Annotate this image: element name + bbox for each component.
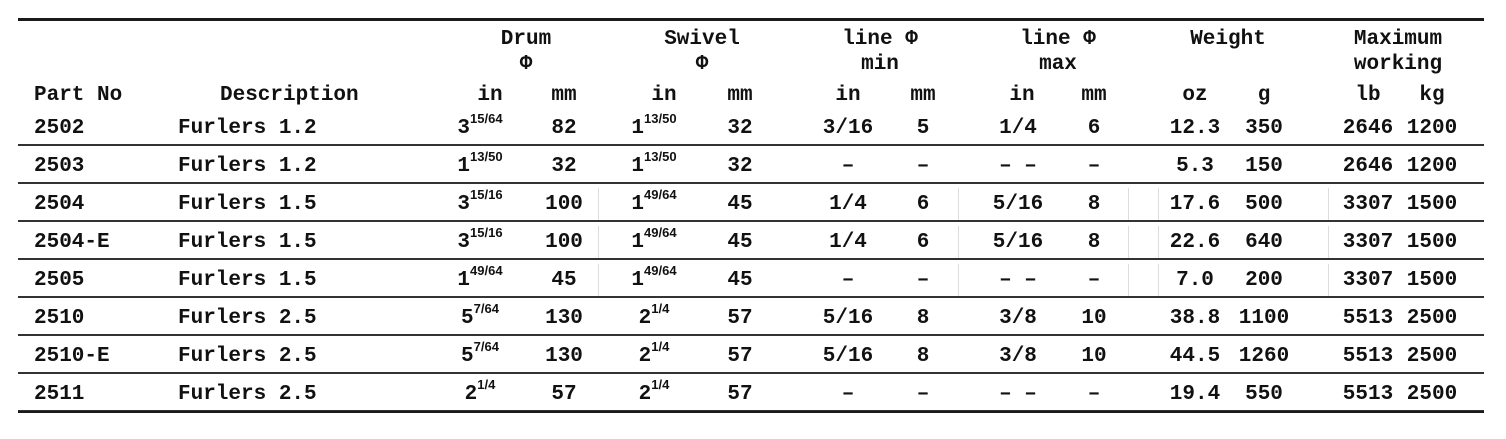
fraction-superscript: 15/16 bbox=[470, 187, 503, 202]
whole-number: 5 bbox=[461, 345, 474, 368]
cell-max-lb: 5513 bbox=[1342, 383, 1394, 406]
cell-swivel-in bbox=[639, 300, 670, 336]
unit-swivel-mm: mm bbox=[727, 84, 753, 107]
cell-swivel-in bbox=[639, 338, 670, 374]
fraction-superscript: 1/4 bbox=[651, 301, 670, 316]
cell-weight-oz: 44.5 bbox=[1169, 345, 1221, 368]
whole-number: 1 bbox=[457, 155, 471, 178]
cell-max-lb: 3307 bbox=[1342, 193, 1394, 216]
table-row bbox=[18, 338, 1484, 374]
header-drum-symbol: Φ bbox=[519, 53, 533, 76]
cell-min-in: 1/4 bbox=[829, 231, 867, 254]
unit-max-mm: mm bbox=[1081, 84, 1107, 107]
whole-number: 3 bbox=[457, 193, 471, 216]
whole-number: 1 bbox=[631, 231, 645, 254]
cell-drum-in bbox=[461, 300, 499, 336]
whole-number: 1 bbox=[631, 193, 645, 216]
cell-swivel-in bbox=[639, 376, 670, 412]
column-separator bbox=[1128, 264, 1129, 296]
cell-drum-in bbox=[457, 186, 502, 222]
header-line-max: line Φ bbox=[1020, 28, 1096, 51]
cell-swivel-mm: 57 bbox=[727, 307, 753, 330]
cell-weight-oz: 22.6 bbox=[1169, 231, 1221, 254]
cell-min-mm: 8 bbox=[916, 345, 930, 368]
cell-min-mm: 5 bbox=[916, 117, 930, 140]
header-part-no: Part No bbox=[34, 84, 123, 107]
cell-min-mm: 6 bbox=[916, 231, 930, 254]
cell-description: Furlers 1.5 bbox=[178, 231, 317, 254]
cell-swivel-in bbox=[631, 110, 676, 146]
unit-swivel-in: in bbox=[651, 84, 677, 107]
header-line-min-label: min bbox=[861, 53, 899, 76]
cell-max-in: 3/8 bbox=[999, 307, 1037, 330]
fraction-superscript: 1/4 bbox=[651, 377, 670, 392]
table-top-rule bbox=[18, 18, 1484, 21]
cell-part-no: 2510 bbox=[34, 307, 85, 330]
row-divider bbox=[18, 296, 1484, 298]
whole-number: 3 bbox=[457, 231, 471, 254]
cell-max-mm: 10 bbox=[1081, 307, 1107, 330]
header-drum: Drum bbox=[500, 28, 552, 51]
cell-max-mm: – bbox=[1087, 269, 1101, 292]
fraction-superscript: 49/64 bbox=[644, 225, 677, 240]
header-weight: Weight bbox=[1190, 28, 1266, 51]
cell-max-mm: 8 bbox=[1087, 193, 1101, 216]
cell-min-mm: 6 bbox=[916, 193, 930, 216]
cell-weight-oz: 19.4 bbox=[1169, 383, 1221, 406]
cell-swivel-mm: 32 bbox=[727, 117, 753, 140]
fraction-superscript: 7/64 bbox=[473, 301, 499, 316]
cell-max-mm: – bbox=[1087, 383, 1101, 406]
cell-min-in: – bbox=[841, 383, 855, 406]
cell-max-kg: 2500 bbox=[1406, 383, 1458, 406]
header-line-max-label: max bbox=[1039, 53, 1077, 76]
whole-number: 2 bbox=[638, 345, 652, 368]
cell-weight-g: 550 bbox=[1245, 383, 1283, 406]
table-row bbox=[18, 186, 1484, 222]
cell-min-mm: 8 bbox=[916, 307, 930, 330]
cell-max-in: – – bbox=[999, 269, 1037, 292]
cell-drum-mm: 100 bbox=[545, 193, 583, 216]
unit-min-mm: mm bbox=[910, 84, 936, 107]
cell-drum-mm: 57 bbox=[551, 383, 577, 406]
cell-weight-g: 640 bbox=[1245, 231, 1283, 254]
cell-description: Furlers 1.5 bbox=[178, 269, 317, 292]
fraction-superscript: 15/64 bbox=[470, 111, 503, 126]
cell-max-mm: 6 bbox=[1087, 117, 1101, 140]
header-description: Description bbox=[220, 84, 359, 107]
header-swivel: Swivel bbox=[664, 28, 740, 51]
whole-number: 1 bbox=[631, 117, 645, 140]
fraction-superscript: 49/64 bbox=[470, 263, 503, 278]
row-divider bbox=[18, 372, 1484, 374]
column-separator bbox=[598, 188, 599, 220]
cell-drum-mm: 45 bbox=[551, 269, 577, 292]
fraction-superscript: 13/50 bbox=[644, 149, 677, 164]
cell-weight-oz: 38.8 bbox=[1169, 307, 1221, 330]
cell-max-lb: 2646 bbox=[1342, 155, 1394, 178]
row-divider bbox=[18, 144, 1484, 146]
whole-number: 1 bbox=[457, 269, 471, 292]
cell-drum-mm: 130 bbox=[545, 345, 583, 368]
cell-max-lb: 3307 bbox=[1342, 269, 1394, 292]
row-divider bbox=[18, 258, 1484, 260]
fraction-superscript: 15/16 bbox=[470, 225, 503, 240]
cell-description: Furlers 1.2 bbox=[178, 117, 317, 140]
cell-description: Furlers 1.5 bbox=[178, 193, 317, 216]
fraction-superscript: 13/50 bbox=[644, 111, 677, 126]
cell-max-in: 5/16 bbox=[992, 231, 1044, 254]
cell-max-kg: 2500 bbox=[1406, 307, 1458, 330]
cell-description: Furlers 2.5 bbox=[178, 345, 317, 368]
unit-drum-mm: mm bbox=[551, 84, 577, 107]
cell-max-in: 5/16 bbox=[992, 193, 1044, 216]
cell-min-in: 5/16 bbox=[822, 345, 874, 368]
row-divider bbox=[18, 220, 1484, 222]
whole-number: 1 bbox=[631, 155, 645, 178]
column-separator bbox=[1328, 188, 1329, 220]
cell-part-no: 2510-E bbox=[34, 345, 110, 368]
header-swivel-symbol: Φ bbox=[695, 53, 709, 76]
table-bottom-rule bbox=[18, 411, 1484, 413]
cell-description: Furlers 1.2 bbox=[178, 155, 317, 178]
table-row bbox=[18, 224, 1484, 260]
cell-max-kg: 1500 bbox=[1406, 269, 1458, 292]
column-separator bbox=[1128, 226, 1129, 258]
fraction-superscript: 1/4 bbox=[651, 339, 670, 354]
cell-swivel-in bbox=[631, 186, 676, 222]
fraction-superscript: 1/4 bbox=[477, 377, 496, 392]
whole-number: 2 bbox=[638, 383, 652, 406]
cell-swivel-mm: 32 bbox=[727, 155, 753, 178]
cell-max-lb: 5513 bbox=[1342, 345, 1394, 368]
cell-max-in: 3/8 bbox=[999, 345, 1037, 368]
cell-drum-in bbox=[461, 338, 499, 374]
column-separator bbox=[958, 264, 959, 296]
cell-min-mm: – bbox=[916, 155, 930, 178]
whole-number: 1 bbox=[631, 269, 645, 292]
whole-number: 2 bbox=[638, 307, 652, 330]
cell-swivel-mm: 57 bbox=[727, 383, 753, 406]
cell-min-in: 3/16 bbox=[822, 117, 874, 140]
cell-max-kg: 1200 bbox=[1406, 155, 1458, 178]
column-separator bbox=[598, 226, 599, 258]
cell-drum-mm: 100 bbox=[545, 231, 583, 254]
column-separator bbox=[598, 264, 599, 296]
cell-min-mm: – bbox=[916, 269, 930, 292]
cell-max-kg: 1500 bbox=[1406, 231, 1458, 254]
column-separator bbox=[1158, 188, 1159, 220]
cell-drum-in bbox=[457, 148, 502, 184]
cell-max-in: – – bbox=[999, 383, 1037, 406]
cell-max-lb: 2646 bbox=[1342, 117, 1394, 140]
cell-drum-in bbox=[457, 110, 502, 146]
cell-min-in: – bbox=[841, 269, 855, 292]
cell-weight-oz: 7.0 bbox=[1176, 269, 1214, 292]
cell-max-in: 1/4 bbox=[999, 117, 1037, 140]
cell-min-in: 5/16 bbox=[822, 307, 874, 330]
cell-min-mm: – bbox=[916, 383, 930, 406]
unit-g: g bbox=[1257, 84, 1271, 107]
unit-kg: kg bbox=[1419, 84, 1445, 107]
cell-max-lb: 5513 bbox=[1342, 307, 1394, 330]
unit-drum-in: in bbox=[477, 84, 503, 107]
cell-swivel-in bbox=[631, 224, 676, 260]
cell-min-in: – bbox=[841, 155, 855, 178]
cell-drum-in bbox=[457, 262, 502, 298]
fraction-superscript: 7/64 bbox=[473, 339, 499, 354]
cell-part-no: 2502 bbox=[34, 117, 85, 140]
cell-swivel-mm: 45 bbox=[727, 231, 753, 254]
cell-min-in: 1/4 bbox=[829, 193, 867, 216]
cell-weight-oz: 5.3 bbox=[1176, 155, 1214, 178]
header-line-min: line Φ bbox=[842, 28, 918, 51]
cell-part-no: 2504-E bbox=[34, 231, 110, 254]
column-separator bbox=[1158, 264, 1159, 296]
column-separator bbox=[1328, 264, 1329, 296]
fraction-superscript: 49/64 bbox=[644, 263, 677, 278]
cell-weight-oz: 12.3 bbox=[1169, 117, 1221, 140]
table-row bbox=[18, 110, 1484, 146]
cell-part-no: 2504 bbox=[34, 193, 85, 216]
unit-oz: oz bbox=[1182, 84, 1208, 107]
cell-description: Furlers 2.5 bbox=[178, 307, 317, 330]
table-row bbox=[18, 262, 1484, 298]
cell-drum-mm: 82 bbox=[551, 117, 577, 140]
cell-description: Furlers 2.5 bbox=[178, 383, 317, 406]
cell-drum-in bbox=[465, 376, 496, 412]
unit-max-in: in bbox=[1009, 84, 1035, 107]
cell-max-kg: 2500 bbox=[1406, 345, 1458, 368]
unit-min-in: in bbox=[835, 84, 861, 107]
fraction-superscript: 13/50 bbox=[470, 149, 503, 164]
unit-lb: lb bbox=[1355, 84, 1381, 107]
column-separator bbox=[1128, 188, 1129, 220]
header-working: working bbox=[1353, 53, 1443, 76]
fraction-superscript: 49/64 bbox=[644, 187, 677, 202]
table-row bbox=[18, 148, 1484, 184]
cell-weight-g: 200 bbox=[1245, 269, 1283, 292]
table-row bbox=[18, 300, 1484, 336]
row-divider bbox=[18, 182, 1484, 184]
cell-swivel-in bbox=[631, 262, 676, 298]
cell-weight-g: 1260 bbox=[1238, 345, 1290, 368]
cell-max-mm: 10 bbox=[1081, 345, 1107, 368]
cell-drum-mm: 32 bbox=[551, 155, 577, 178]
cell-weight-g: 350 bbox=[1245, 117, 1283, 140]
cell-part-no: 2511 bbox=[34, 383, 85, 406]
header-maximum: Maximum bbox=[1353, 28, 1443, 51]
cell-drum-mm: 130 bbox=[545, 307, 583, 330]
row-divider bbox=[18, 334, 1484, 336]
column-separator bbox=[958, 188, 959, 220]
cell-weight-oz: 17.6 bbox=[1169, 193, 1221, 216]
cell-max-lb: 3307 bbox=[1342, 231, 1394, 254]
table-row bbox=[18, 376, 1484, 412]
cell-weight-g: 1100 bbox=[1238, 307, 1290, 330]
cell-max-in: – – bbox=[999, 155, 1037, 178]
cell-swivel-mm: 57 bbox=[727, 345, 753, 368]
cell-weight-g: 150 bbox=[1245, 155, 1283, 178]
cell-max-mm: – bbox=[1087, 155, 1101, 178]
cell-drum-in bbox=[457, 224, 502, 260]
cell-max-kg: 1200 bbox=[1406, 117, 1458, 140]
cell-swivel-mm: 45 bbox=[727, 193, 753, 216]
cell-swivel-in bbox=[631, 148, 676, 184]
cell-part-no: 2503 bbox=[34, 155, 85, 178]
column-separator bbox=[1158, 226, 1159, 258]
cell-part-no: 2505 bbox=[34, 269, 85, 292]
whole-number: 5 bbox=[461, 307, 474, 330]
cell-max-mm: 8 bbox=[1087, 231, 1101, 254]
whole-number: 2 bbox=[464, 383, 478, 406]
column-separator bbox=[958, 226, 959, 258]
cell-swivel-mm: 45 bbox=[727, 269, 753, 292]
cell-max-kg: 1500 bbox=[1406, 193, 1458, 216]
column-separator bbox=[1328, 226, 1329, 258]
cell-weight-g: 500 bbox=[1245, 193, 1283, 216]
whole-number: 3 bbox=[457, 117, 471, 140]
